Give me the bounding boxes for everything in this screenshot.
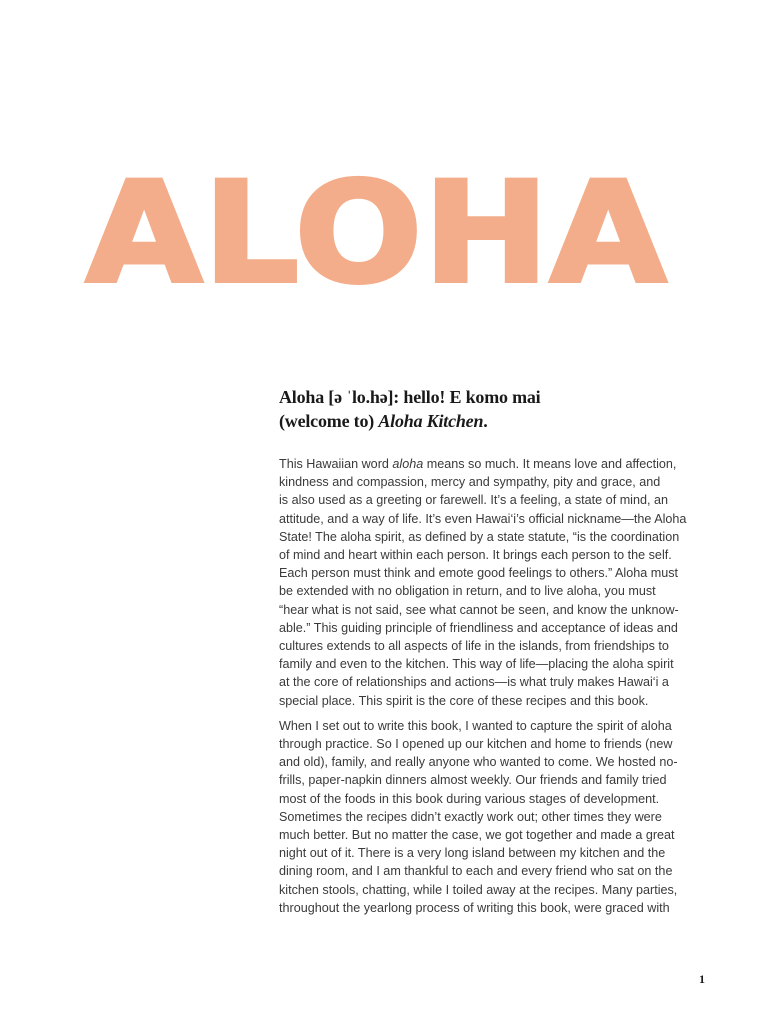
text-line: special place. This spirit is the core of these recipes and this book. [279,693,649,708]
text-line: at the core of relationships and actions—is what truly makes Hawai‘i a [279,675,669,690]
text-line: State! The aloha spirit, as defined by a state statute, “is the coordination [279,529,680,544]
text-line: attitude, and a way of life. It’s even Hawai‘i’s official nickname—the Aloha [279,511,687,526]
text-line: throughout the yearlong process of writing this book, were graced with [279,900,670,915]
subheading [279,385,699,433]
text-line: When I set out to write this book, I wanted to capture the spirit of aloha [279,718,672,733]
text-line: able.” This guiding principle of friendliness and acceptance of ideas and [279,620,678,635]
text-line: dining room, and I am thankful to each and every friend who sat on the [279,864,673,879]
page-title: ALOHA [86,152,668,314]
text-line: through practice. So I opened up our kitchen and home to friends (new [279,737,673,752]
text-line: Sometimes the recipes didn’t exactly work out; other times they were [279,809,662,824]
text-line: is also used as a greeting or farewell. It’s a feeling, a state of mind, an [279,493,668,508]
text-line: night out of it. There is a very long island between my kitchen and the [279,846,666,861]
italic-word: aloha [392,457,424,471]
text-line: kitchen stools, chatting, while I toiled away at the recipes. Many parties, [279,882,678,897]
text-line [279,455,704,473]
paragraph-2 [279,717,704,917]
text-line: kindness and compassion, mercy and sympathy, pity and grace, and [279,475,661,490]
subheading-line-1: Aloha [ə ˈlo.hə]: hello! E komo mai [279,387,541,407]
text-span: means so much. It means love and affection, [423,457,677,471]
text-line: cultures extends to all aspects of life in the islands, from friendships to [279,639,669,654]
subheading-prefix: (welcome to) [279,411,379,431]
text-line: frills, paper-napkin dinners almost weekly. Our friends and family tried [279,773,667,788]
subheading-suffix: . [483,411,488,431]
subheading-line-2 [279,409,699,433]
page-number: 1 [699,972,705,986]
paragraph-1 [279,455,704,710]
text-line: of mind and heart within each person. It brings each person to the self. [279,548,672,563]
body-text [279,455,704,924]
text-line: and old), family, and really anyone who wanted to come. We hosted no- [279,755,678,770]
text-line: most of the foods in this book during various stages of development. [279,791,660,806]
text-span: This Hawaiian word [279,457,393,471]
text-line: “hear what is not said, see what cannot be seen, and know the unknow- [279,602,679,617]
text-line: much better. But no matter the case, we got together and made a great [279,828,675,843]
text-line: Each person must think and emote good feelings to others.” Aloha must [279,566,679,581]
text-line: be extended with no obligation in return, and to live aloha, you must [279,584,656,599]
book-title: Aloha Kitchen [378,411,484,431]
text-line: family and even to the kitchen. This way of life—placing the aloha spirit [279,657,674,672]
